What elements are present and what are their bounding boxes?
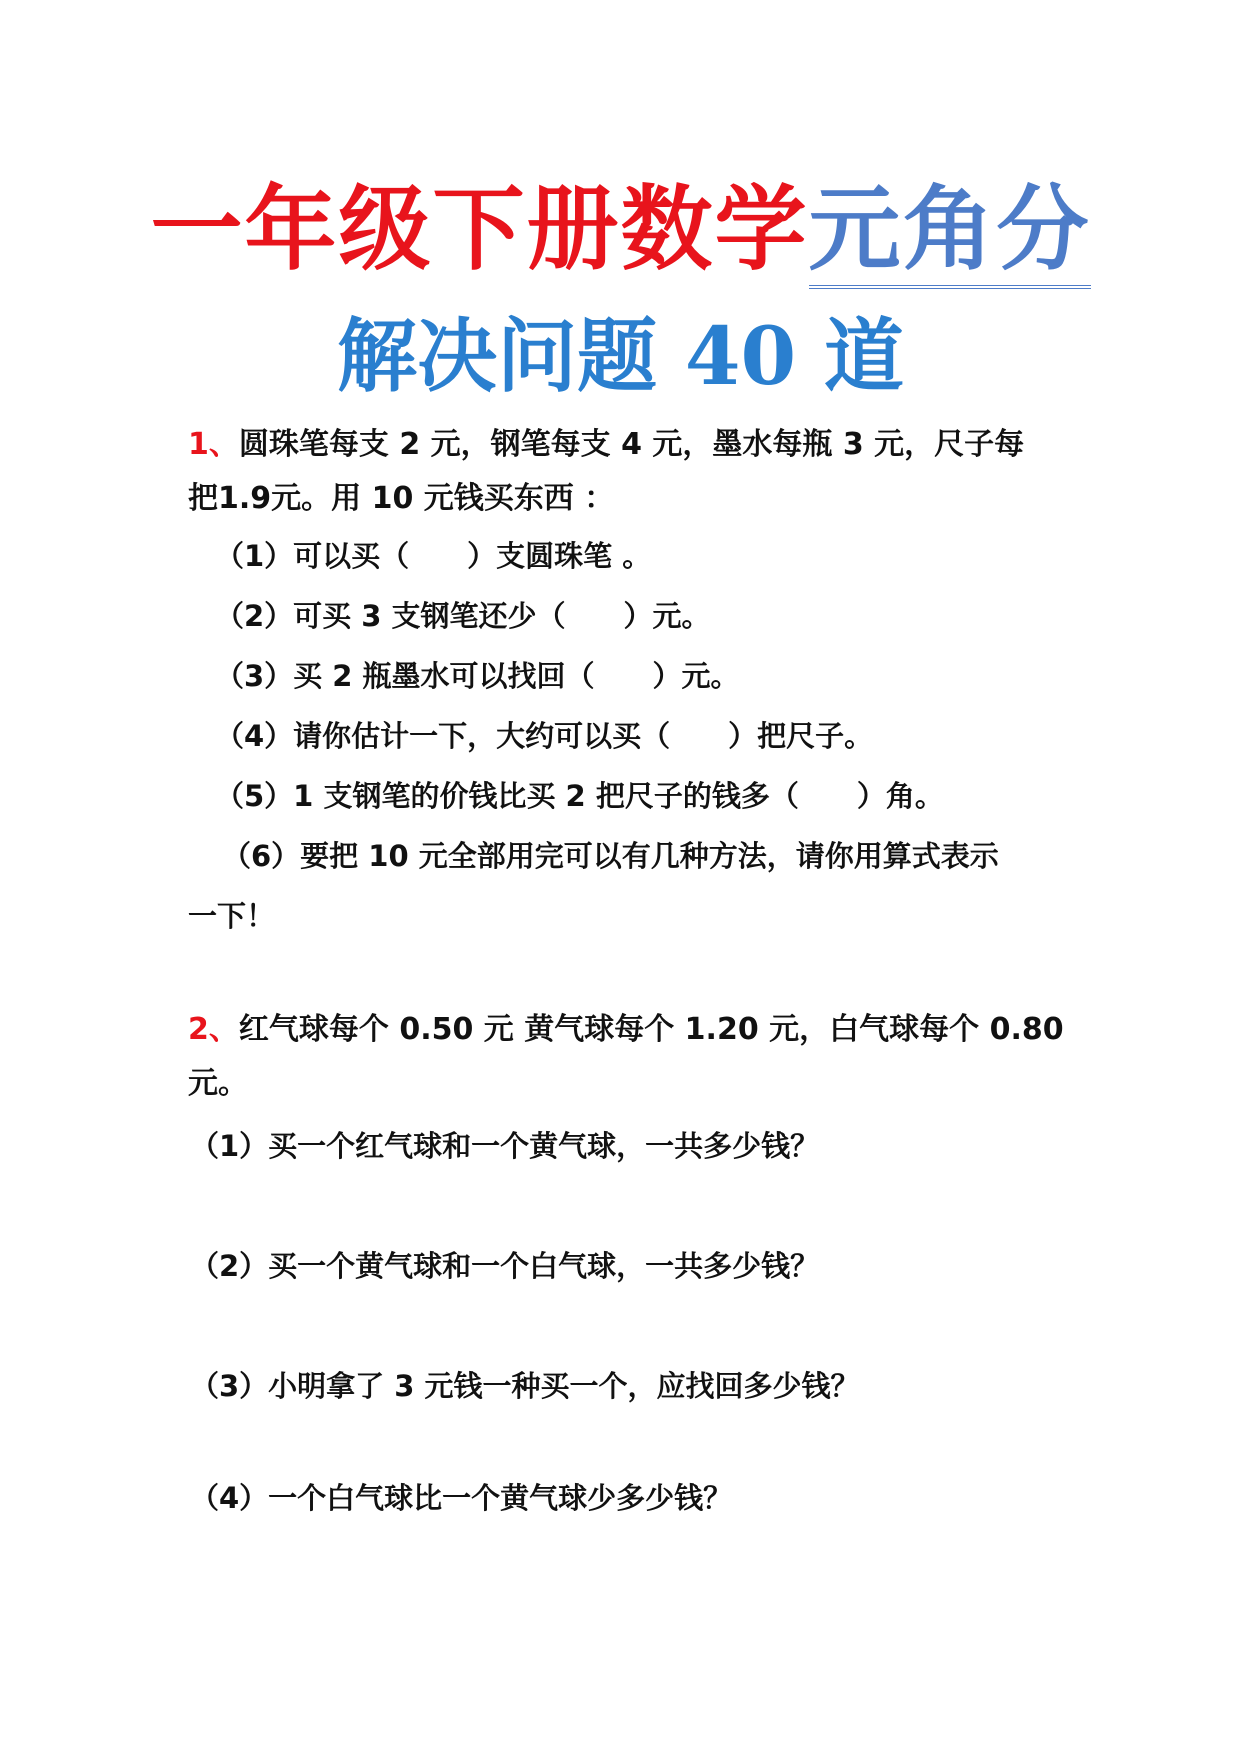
- question-2: [188, 1003, 1088, 1111]
- title-red-part: 一年级下册数学: [150, 176, 809, 283]
- question-1-sub-1: （1）可以买（ ）支圆珠笔 。: [215, 539, 652, 573]
- question-2-sub-3: （3）小明拿了 3 元钱一种买一个，应找回多少钱？: [190, 1369, 860, 1403]
- question-1-sub-3: （3）买 2 瓶墨水可以找回（ ）元。: [215, 659, 740, 693]
- question-1-number: 1、: [188, 427, 239, 462]
- question-2-line-2: 元。: [188, 1066, 248, 1101]
- question-1-line-2: 把1.9元。用 10 元钱买东西 ：: [188, 481, 615, 516]
- question-1-sub-6: （6）要把 10 元全部用完可以有几种方法，请你用算式表示: [222, 839, 999, 873]
- question-1-sub-2: （2）可买 3 支钢笔还少（ ）元。: [215, 599, 711, 633]
- question-1-text: 圆珠笔每支 2 元，钢笔每支 4 元，墨水每瓶 3 元，尺子每: [238, 427, 1025, 462]
- question-2-sub-1: （1）买一个红气球和一个黄气球，一共多少钱？: [190, 1129, 820, 1163]
- question-2-text: 红气球每个 0.50 元 黄气球每个 1.20 元，白气球每个 0.80: [238, 1012, 1064, 1047]
- question-2-sub-2: （2）买一个黄气球和一个白气球，一共多少钱？: [190, 1249, 820, 1283]
- question-1-sub-4: （4）请你估计一下，大约可以买（ ）把尺子。: [215, 719, 874, 753]
- question-2-line-1: [188, 1003, 1088, 1057]
- question-1-sub-5: （5）1 支钢笔的价钱比买 2 把尺子的钱多（ ）角。: [215, 779, 944, 813]
- title-blue-part: 元角分: [809, 176, 1091, 289]
- question-2-sub-4: （4）一个白气球比一个黄气球少多少钱？: [190, 1481, 733, 1515]
- question-2-number: 2、: [188, 1012, 239, 1047]
- question-1-sub-6-continuation: 一下！: [188, 899, 276, 933]
- question-1: [188, 418, 1088, 526]
- page-title: [0, 175, 1241, 285]
- page-subtitle: 解决问题 40 道: [336, 309, 905, 403]
- question-1-line-1: [188, 418, 1088, 472]
